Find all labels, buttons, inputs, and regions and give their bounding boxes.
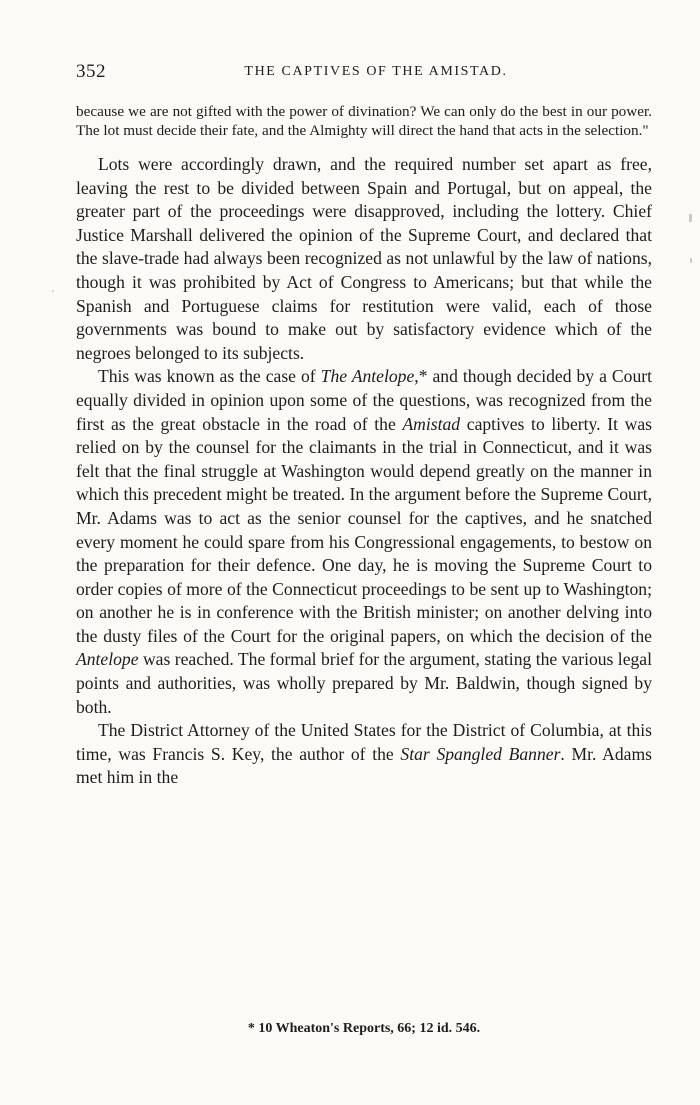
text-run: was reached. The formal brief for the argument, stating the various legal points and authorities, was wholly prepared by Mr. Baldwin, though signed by both. xyxy=(76,649,652,717)
body-text xyxy=(76,103,652,790)
text-run: . Mr. Adams met him in the xyxy=(76,743,653,788)
case-name-italic: The Antelope xyxy=(320,366,415,387)
paragraph-antelope-case xyxy=(76,365,652,719)
page-header xyxy=(76,61,656,85)
footnote: * 10 Wheaton's Reports, 66; 12 id. 546. xyxy=(247,1021,481,1036)
running-head: THE CAPTIVES OF THE AMISTAD. xyxy=(244,64,508,79)
paper-speck xyxy=(689,214,692,222)
text-run: This was known as the case of xyxy=(98,366,321,387)
text-run: captives to liberty. It was relied on by the counsel for the claimants in the trial in Connecticut, and it was felt that the final struggle at Washington would depend greatly on the manner in which this precedent might be treated. In the argument before the Supreme Court, Mr. Adams was to act as the senior counsel for the captives, and he snatched every moment he could spare from his Congressional engagements, to bestow on the preparation for their defence. One day, he is moving the Supreme Court to order copies of more of the Connecticut proceedings to be sent up to Washington; on another he is in conference with the British minister; on another delving into the dusty files of the Court for the original papers, on which the decision of the xyxy=(76,413,652,646)
text-run: The District Attorney of the United States for the District of Columbia, at this time, was Francis S. Key, the author of the xyxy=(76,720,652,764)
page-number: 352 xyxy=(76,61,106,82)
ship-name-italic: Amistad xyxy=(402,413,461,434)
paragraph-lottery: Lots were accordingly drawn, and the required number set apart as free, leaving the rest to be divided between Spain and Portugal, but on appeal, the greater part of the proceedings were disapproved, including the lottery. Chief Justice Marshall delivered the opinion of the Supreme Court, and declared that the slave-trade had always been recognized as not unlawful by the law of nations, though it was prohibited by Act of Congress to Americans; but that while the Spanish and Portuguese claims for restitution were valid, each of those governments was bound to make out by satisfactory evidence which of the negroes belonged to its subjects. xyxy=(76,154,652,363)
paragraph-district-attorney xyxy=(76,719,652,790)
text-run: ,* and though decided by a Court equally divided in opinion upon some of the questions, was recognized from the first as the great obstacle in the road of the xyxy=(76,366,652,434)
case-name-italic: Antelope xyxy=(76,649,139,670)
paper-speck xyxy=(690,258,692,263)
quote-continuation: because we are not gifted with the power of divination? We can only do the best in our power. The lot must decide their fate, and the Almighty will direct the hand that acts in the selection." xyxy=(76,103,652,139)
anthem-title-italic: Star Spangled Banner xyxy=(400,743,561,764)
paper-speck xyxy=(52,290,54,292)
